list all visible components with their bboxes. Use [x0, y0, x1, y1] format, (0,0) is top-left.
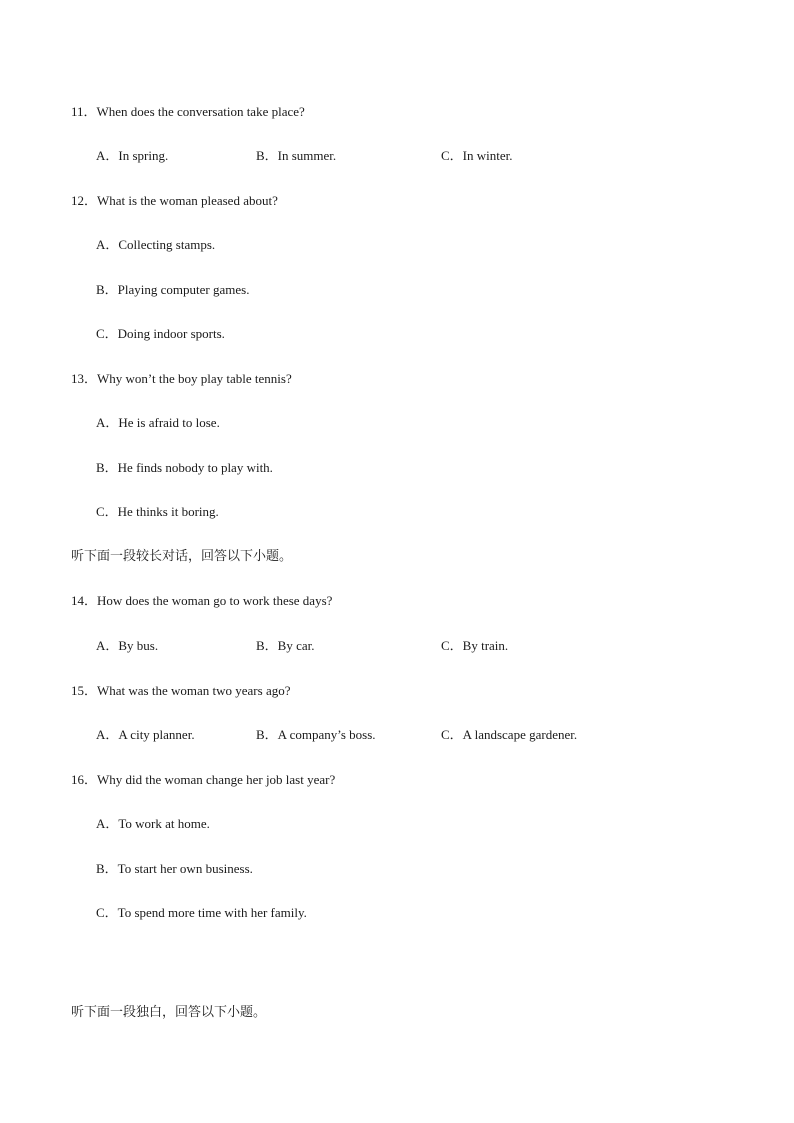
- question-11-option-b[interactable]: B．In summer.: [256, 148, 337, 163]
- question-13-stem: 13．Why won’t the boy play table tennis?: [71, 371, 292, 386]
- question-15-stem: 15．What was the woman two years ago?: [71, 683, 291, 698]
- section-heading-monologue: 听下面一段独白，回答以下小题。: [71, 1005, 267, 1020]
- question-12-option-a[interactable]: A．Collecting stamps.: [96, 237, 216, 252]
- question-16-option-c[interactable]: C．To spend more time with her family.: [96, 905, 307, 920]
- question-13-option-b[interactable]: B．He finds nobody to play with.: [96, 460, 273, 475]
- question-16-stem: 16．Why did the woman change her job last year?: [71, 772, 336, 787]
- question-14-stem: 14．How does the woman go to work these days?: [71, 593, 333, 608]
- question-12-option-b[interactable]: B．Playing computer games.: [96, 282, 250, 297]
- question-16-option-b[interactable]: B．To start her own business.: [96, 861, 253, 876]
- question-13-option-c[interactable]: C．He thinks it boring.: [96, 504, 219, 519]
- question-16-option-a[interactable]: A．To work at home.: [96, 816, 210, 831]
- question-13-option-a[interactable]: A．He is afraid to lose.: [96, 415, 220, 430]
- question-11-stem: 11．When does the conversation take place?: [71, 104, 305, 119]
- question-15-option-a[interactable]: A．A city planner.: [96, 727, 195, 742]
- question-15-option-b[interactable]: B．A company’s boss.: [256, 727, 376, 742]
- question-14-option-c[interactable]: C．By train.: [441, 638, 509, 653]
- section-heading-long-dialogue: 听下面一段较长对话，回答以下小题。: [71, 549, 293, 564]
- question-12-option-c[interactable]: C．Doing indoor sports.: [96, 326, 225, 341]
- question-15-option-c[interactable]: C．A landscape gardener.: [441, 727, 578, 742]
- question-11-option-a[interactable]: A．In spring.: [96, 148, 169, 163]
- question-14-option-a[interactable]: A．By bus.: [96, 638, 159, 653]
- question-14-option-b[interactable]: B．By car.: [256, 638, 315, 653]
- question-12-stem: 12．What is the woman pleased about?: [71, 193, 278, 208]
- question-11-option-c[interactable]: C．In winter.: [441, 148, 513, 163]
